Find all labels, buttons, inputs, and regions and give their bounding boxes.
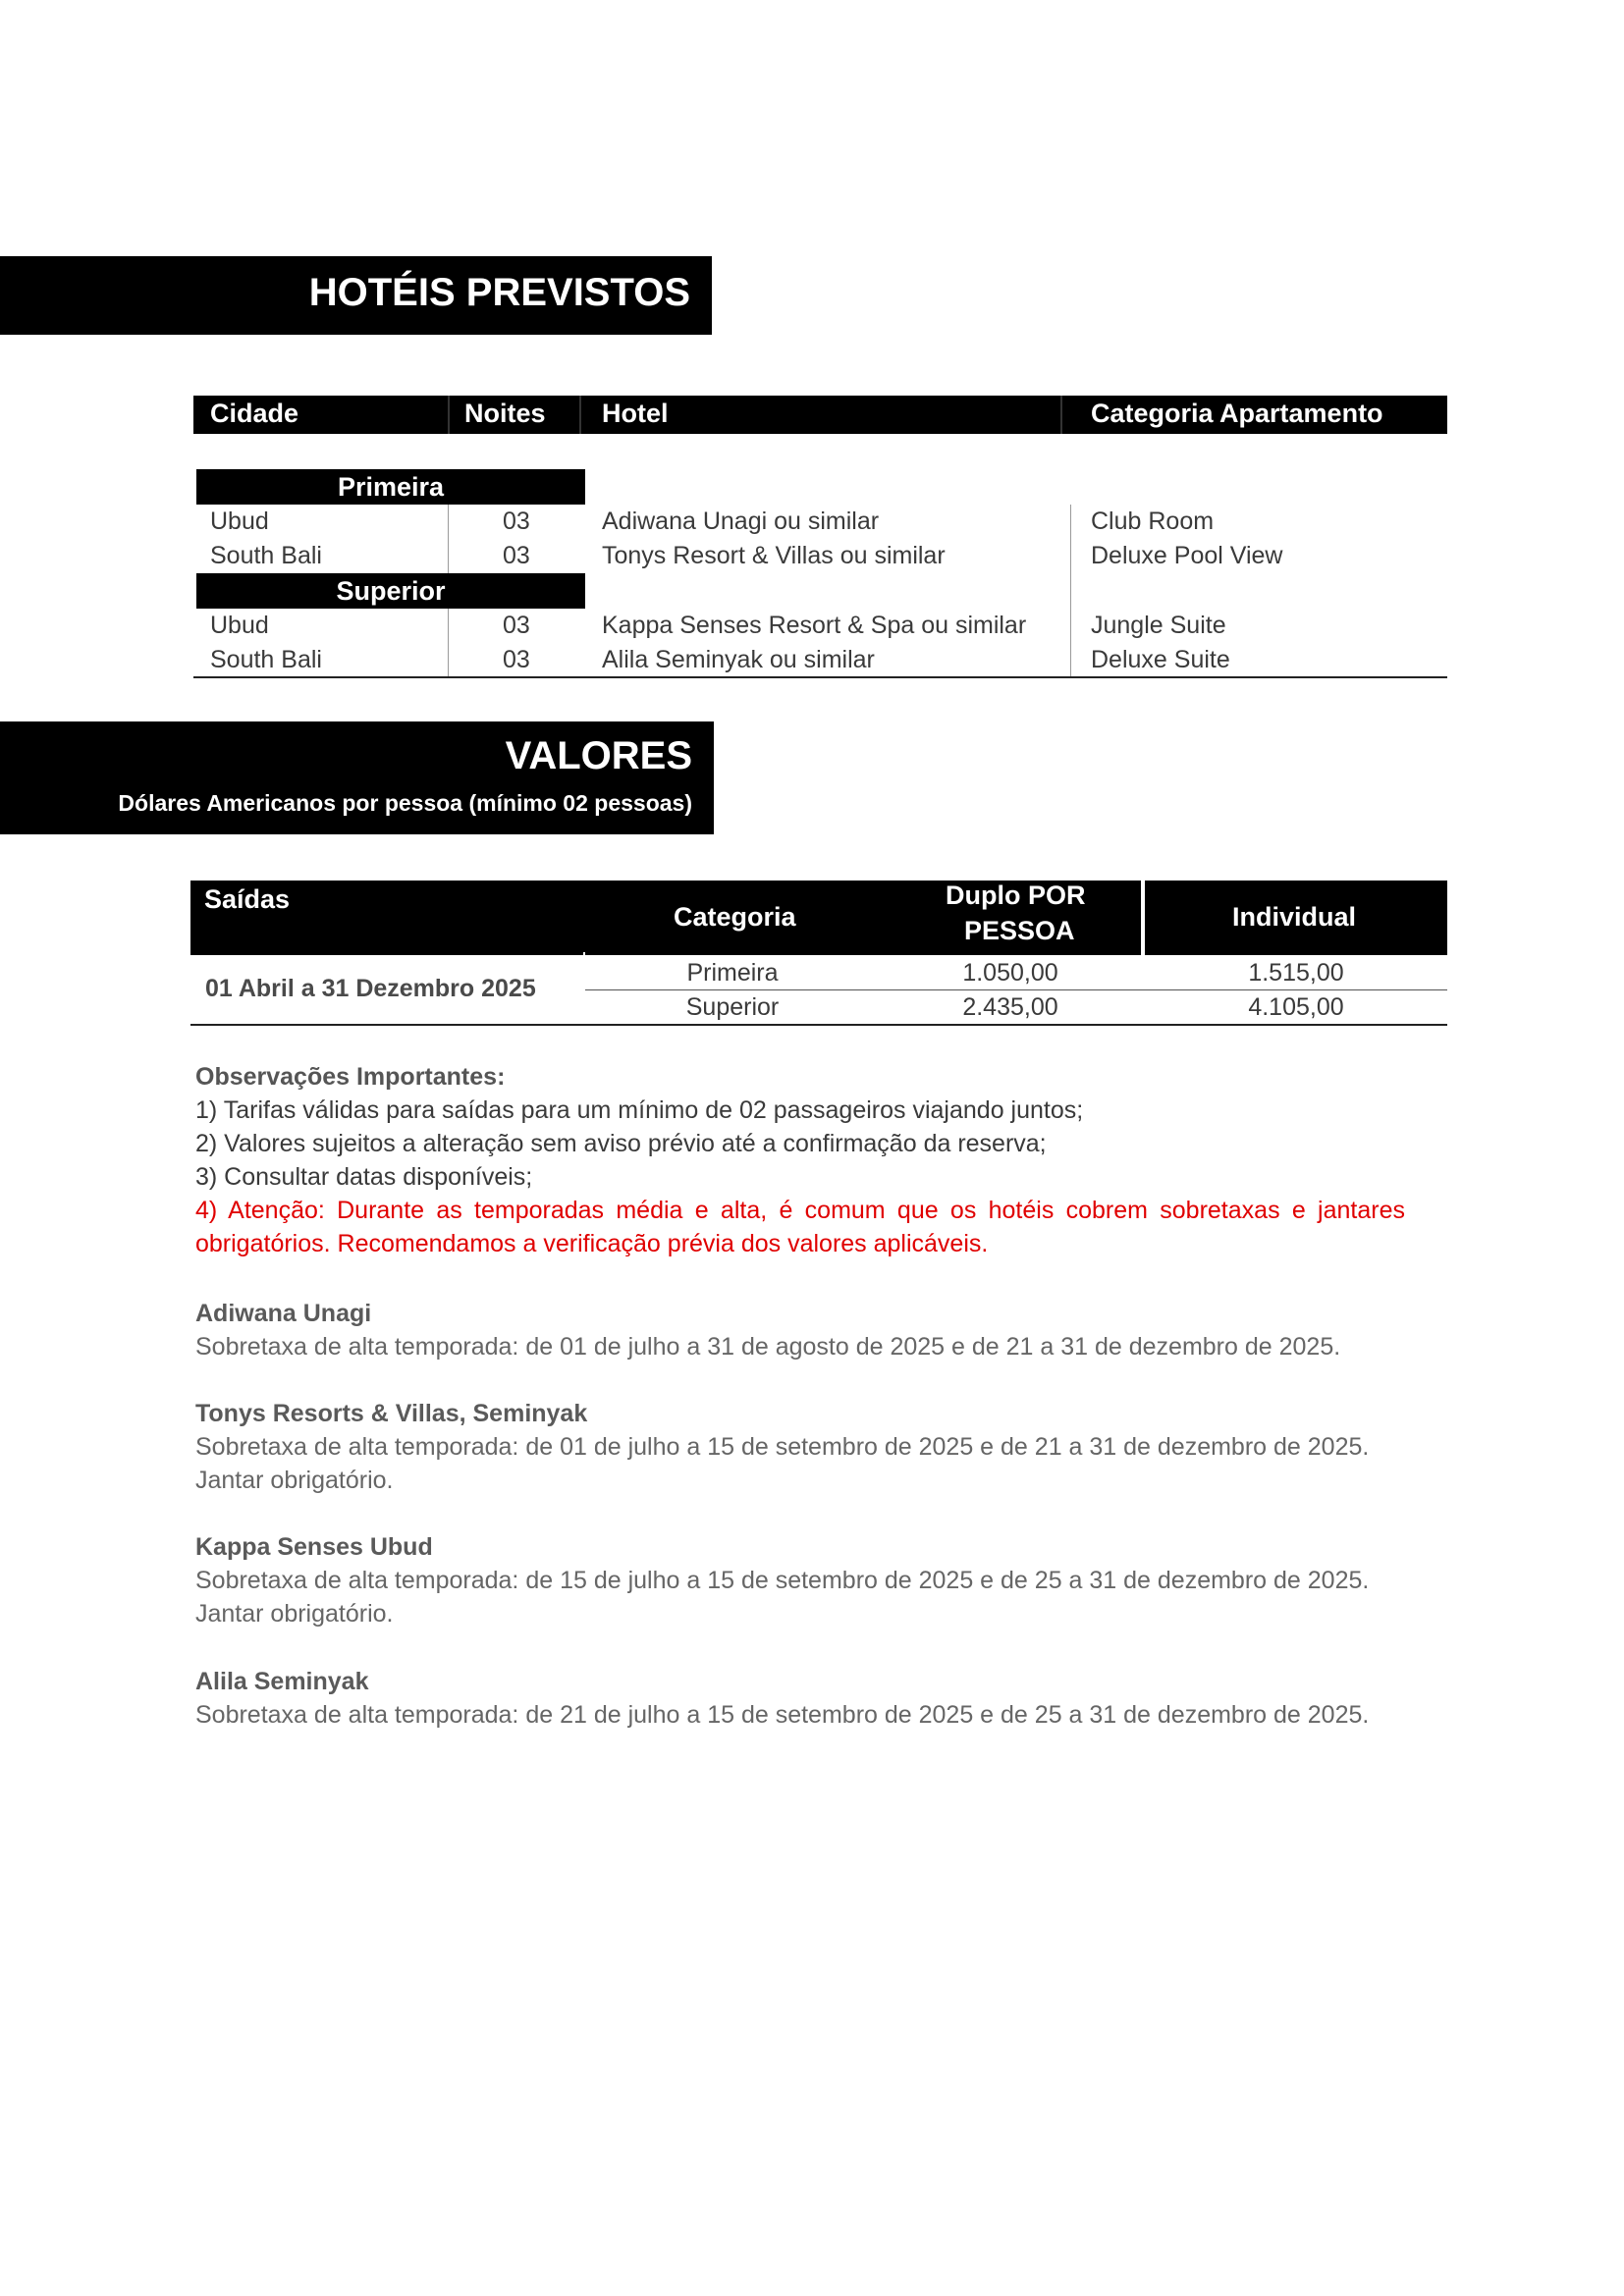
category-label-primeira: Primeira — [196, 469, 585, 505]
hotel-row-city: South Bali — [210, 646, 322, 673]
column-header-nights: Noites — [464, 399, 546, 428]
observation-warning: 4) Atenção: Durante as temporadas média e alta, é comum que os hotéis cobrem sobretaxas e jantares obrigatórios. Recomendamos a verificação prévia dos valores aplicáveis. — [195, 1197, 1405, 1257]
column-header-room-category: Categoria Apartamento — [1091, 399, 1383, 428]
table-bottom-border — [193, 676, 1447, 678]
hotels-banner — [0, 256, 712, 335]
surcharge-line: Sobretaxa de alta temporada: de 01 de julho a 15 de setembro de 2025 e de 21 a 31 de dezembro de 2025. — [195, 1433, 1370, 1461]
hotel-row-room: Club Room — [1091, 507, 1215, 535]
surcharge-hotel-name: Alila Seminyak — [195, 1668, 369, 1695]
price-row-category: Superior — [685, 993, 780, 1021]
surcharge-hotel-name: Tonys Resorts & Villas, Seminyak — [195, 1400, 588, 1427]
hotel-row-nights: 03 — [503, 646, 530, 673]
column-header-double-line1: Duplo POR — [946, 881, 1086, 910]
header-divider — [1060, 396, 1062, 434]
column-header-category: Categoria — [674, 902, 796, 932]
departure-period: 01 Abril a 31 Dezembro 2025 — [205, 975, 536, 1002]
category-label-superior: Superior — [196, 573, 585, 609]
hotel-row-hotel: Alila Seminyak ou similar — [602, 646, 875, 673]
values-section-subtitle: Dólares Americanos por pessoa (mínimo 02 pessoas) — [118, 790, 692, 816]
hotel-row-room: Jungle Suite — [1091, 612, 1226, 639]
price-row-divider — [585, 989, 1447, 990]
surcharge-line: Sobretaxa de alta temporada: de 01 de julho a 31 de agosto de 2025 e de 21 a 31 de dezembro de 2025. — [195, 1333, 1341, 1361]
observations-title: Observações Importantes: — [195, 1063, 506, 1091]
observation-item: 3) Consultar datas disponíveis; — [195, 1163, 533, 1191]
hotel-row-nights: 03 — [503, 612, 530, 639]
prices-header-single — [1145, 881, 1447, 955]
price-row-single: 4.105,00 — [1248, 993, 1344, 1021]
column-header-single: Individual — [1232, 902, 1357, 932]
prices-header-departures — [190, 881, 585, 955]
prices-header-double — [880, 881, 1141, 955]
header-divider — [579, 396, 581, 434]
prices-header-category — [585, 881, 880, 955]
price-row-single: 1.515,00 — [1248, 959, 1344, 987]
hotel-row-hotel: Kappa Senses Resort & Spa ou similar — [602, 612, 1027, 639]
values-banner — [0, 721, 714, 834]
hotel-row-city: Ubud — [210, 612, 269, 639]
hotel-row-nights: 03 — [503, 542, 530, 569]
hotel-row-city: Ubud — [210, 507, 269, 535]
column-header-double-line2: PESSOA — [964, 916, 1075, 945]
surcharge-hotel-name: Adiwana Unagi — [195, 1300, 372, 1327]
hotel-row-city: South Bali — [210, 542, 322, 569]
surcharge-hotel-name: Kappa Senses Ubud — [195, 1533, 433, 1561]
column-header-city: Cidade — [210, 399, 299, 428]
price-row-double: 2.435,00 — [962, 993, 1058, 1021]
hotel-row-room: Deluxe Suite — [1091, 646, 1230, 673]
price-row-double: 1.050,00 — [962, 959, 1058, 987]
price-row-category: Primeira — [686, 959, 779, 987]
surcharge-line: Sobretaxa de alta temporada: de 21 de julho a 15 de setembro de 2025 e de 25 a 31 de dezembro de 2025. — [195, 1701, 1370, 1729]
hotels-section-title: HOTÉIS PREVISTOS — [308, 271, 690, 314]
values-section-title: VALORES — [505, 734, 692, 777]
price-table-bottom-border — [190, 1024, 1447, 1026]
surcharge-line: Sobretaxa de alta temporada: de 15 de julho a 15 de setembro de 2025 e de 25 a 31 de dezembro de 2025. — [195, 1567, 1370, 1594]
hotel-row-room: Deluxe Pool View — [1091, 542, 1283, 569]
column-header-hotel: Hotel — [602, 399, 669, 428]
hotel-row-hotel: Tonys Resort & Villas ou similar — [602, 542, 946, 569]
hotel-row-hotel: Adiwana Unagi ou similar — [602, 507, 880, 535]
prices-header-gap — [583, 952, 585, 955]
hotel-row-nights: 03 — [503, 507, 530, 535]
column-header-departures: Saídas — [204, 884, 291, 914]
observation-item: 1) Tarifas válidas para saídas para um mínimo de 02 passageiros viajando juntos; — [195, 1096, 1084, 1124]
observation-item: 2) Valores sujeitos a alteração sem aviso prévio até a confirmação da reserva; — [195, 1130, 1047, 1157]
surcharge-line: Jantar obrigatório. — [195, 1600, 394, 1628]
surcharge-line: Jantar obrigatório. — [195, 1467, 394, 1494]
column-divider — [1070, 505, 1071, 677]
header-divider — [448, 396, 450, 434]
